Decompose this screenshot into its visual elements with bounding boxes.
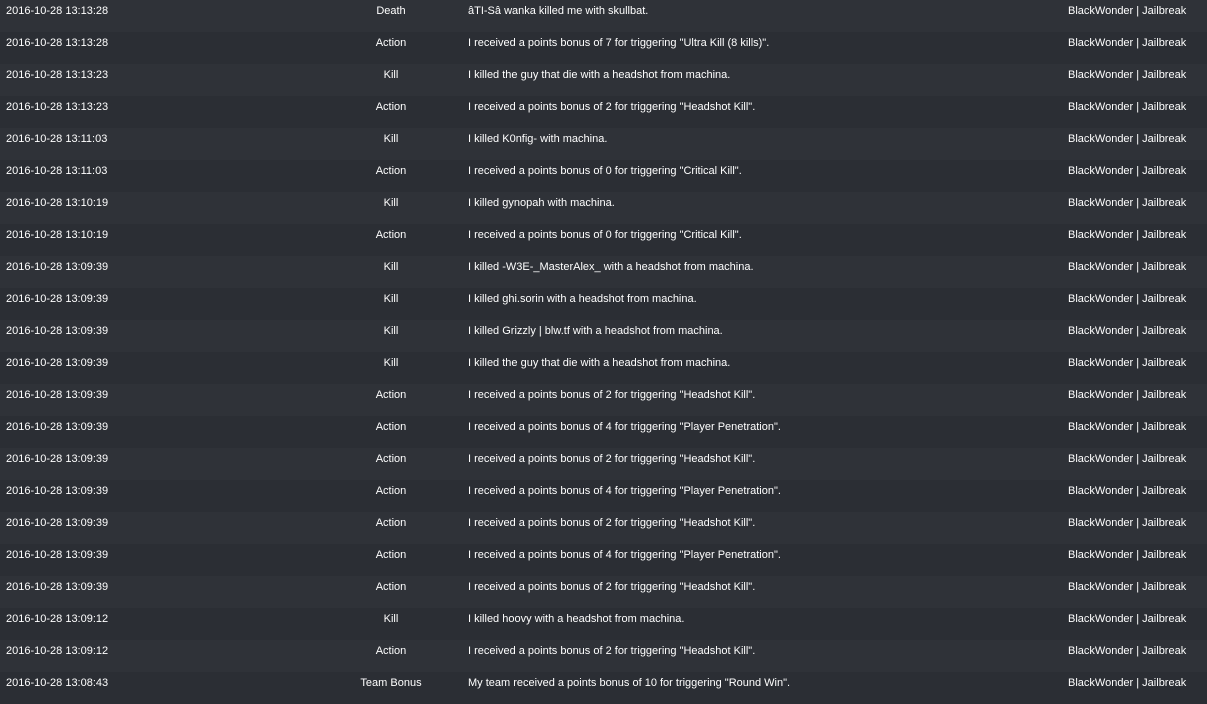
event-type: Team Bonus	[360, 677, 422, 689]
event-description: I received a points bonus of 4 for triggering "Player Penetration".	[468, 421, 781, 433]
table-row	[0, 672, 1207, 704]
event-server: BlackWonder | Jailbreak	[1068, 197, 1187, 209]
table-row	[0, 544, 1207, 576]
event-description: I received a points bonus of 2 for triggering "Headshot Kill".	[468, 581, 756, 593]
event-description: I received a points bonus of 0 for triggering "Critical Kill".	[468, 165, 742, 177]
event-type: Action	[375, 581, 407, 593]
event-server: BlackWonder | Jailbreak	[1068, 165, 1187, 177]
table-row	[0, 288, 1207, 320]
table-row	[0, 448, 1207, 480]
event-description: I killed gynopah with machina.	[468, 197, 615, 209]
event-date: 2016-10-28 13:09:39	[6, 421, 109, 433]
event-server: BlackWonder | Jailbreak	[1068, 485, 1187, 497]
event-description: I received a points bonus of 2 for triggering "Headshot Kill".	[468, 517, 756, 529]
event-server: BlackWonder | Jailbreak	[1068, 549, 1187, 561]
table-row	[0, 128, 1207, 160]
event-date: 2016-10-28 13:10:19	[6, 197, 109, 209]
event-type: Action	[375, 101, 407, 113]
event-server: BlackWonder | Jailbreak	[1068, 261, 1187, 273]
event-server: BlackWonder | Jailbreak	[1068, 389, 1187, 401]
table-row	[0, 416, 1207, 448]
event-date: 2016-10-28 13:11:03	[6, 165, 108, 177]
event-type: Death	[376, 5, 406, 17]
table-row	[0, 256, 1207, 288]
event-date: 2016-10-28 13:09:39	[6, 485, 109, 497]
event-date: 2016-10-28 13:09:39	[6, 389, 109, 401]
event-server: BlackWonder | Jailbreak	[1068, 453, 1187, 465]
event-date: 2016-10-28 13:09:39	[6, 293, 109, 305]
event-description: I received a points bonus of 2 for triggering "Headshot Kill".	[468, 389, 756, 401]
event-server: BlackWonder | Jailbreak	[1068, 69, 1187, 81]
event-type: Kill	[383, 261, 399, 273]
table-row	[0, 320, 1207, 352]
table-row	[0, 160, 1207, 192]
table-row	[0, 512, 1207, 544]
event-date: 2016-10-28 13:13:23	[6, 69, 109, 81]
event-type: Action	[375, 645, 407, 657]
event-date: 2016-10-28 13:11:03	[6, 133, 108, 145]
event-server: BlackWonder | Jailbreak	[1068, 101, 1187, 113]
event-server: BlackWonder | Jailbreak	[1068, 37, 1187, 49]
event-server: BlackWonder | Jailbreak	[1068, 5, 1187, 17]
event-type: Action	[375, 165, 407, 177]
event-description: I killed -W3E-_MasterAlex_ with a headshot from machina.	[468, 261, 754, 273]
event-date: 2016-10-28 13:09:39	[6, 261, 109, 273]
event-type: Kill	[383, 325, 399, 337]
event-server: BlackWonder | Jailbreak	[1068, 613, 1187, 625]
event-server: BlackWonder | Jailbreak	[1068, 645, 1187, 657]
event-description: I killed K0nfig- with machina.	[468, 133, 608, 145]
event-date: 2016-10-28 13:09:39	[6, 357, 109, 369]
event-type: Action	[375, 389, 407, 401]
event-server: BlackWonder | Jailbreak	[1068, 357, 1187, 369]
table-row	[0, 32, 1207, 64]
event-type: Action	[375, 37, 407, 49]
event-server: BlackWonder | Jailbreak	[1068, 293, 1187, 305]
event-date: 2016-10-28 13:09:12	[6, 645, 109, 657]
table-row	[0, 64, 1207, 96]
event-date: 2016-10-28 13:09:39	[6, 581, 109, 593]
event-type: Kill	[383, 69, 399, 81]
event-server: BlackWonder | Jailbreak	[1068, 677, 1187, 689]
event-type: Kill	[383, 293, 399, 305]
event-date: 2016-10-28 13:13:23	[6, 101, 109, 113]
table-row	[0, 576, 1207, 608]
event-description: I killed the guy that die with a headshot from machina.	[468, 357, 731, 369]
event-description: I killed Grizzly | blw.tf with a headshot from machina.	[468, 325, 723, 337]
event-server: BlackWonder | Jailbreak	[1068, 229, 1187, 241]
event-description: I received a points bonus of 4 for triggering "Player Penetration".	[468, 485, 781, 497]
event-type: Kill	[383, 197, 399, 209]
table-row	[0, 480, 1207, 512]
table-row	[0, 0, 1207, 32]
event-date: 2016-10-28 13:09:39	[6, 517, 109, 529]
event-type: Action	[375, 421, 407, 433]
event-server: BlackWonder | Jailbreak	[1068, 325, 1187, 337]
event-server: BlackWonder | Jailbreak	[1068, 517, 1187, 529]
table-row	[0, 640, 1207, 672]
event-type: Action	[375, 229, 407, 241]
event-description: I received a points bonus of 4 for triggering "Player Penetration".	[468, 549, 781, 561]
table-row	[0, 96, 1207, 128]
event-date: 2016-10-28 13:09:12	[6, 613, 109, 625]
event-description: I received a points bonus of 0 for triggering "Critical Kill".	[468, 229, 742, 241]
table-row	[0, 352, 1207, 384]
event-date: 2016-10-28 13:13:28	[6, 37, 109, 49]
table-row	[0, 384, 1207, 416]
event-type: Kill	[383, 357, 399, 369]
event-type: Action	[375, 517, 407, 529]
event-type: Kill	[383, 133, 399, 145]
event-description: I received a points bonus of 2 for triggering "Headshot Kill".	[468, 101, 756, 113]
event-date: 2016-10-28 13:13:28	[6, 5, 109, 17]
event-type: Kill	[383, 613, 399, 625]
event-date: 2016-10-28 13:09:39	[6, 325, 109, 337]
event-description: I received a points bonus of 2 for triggering "Headshot Kill".	[468, 645, 756, 657]
event-description: I received a points bonus of 7 for triggering "Ultra Kill (8 kills)".	[468, 37, 770, 49]
table-row	[0, 608, 1207, 640]
event-type: Action	[375, 485, 407, 497]
table-row	[0, 192, 1207, 224]
event-description: âTI-Sâ wanka killed me with skullbat.	[468, 5, 649, 17]
event-date: 2016-10-28 13:08:43	[6, 677, 109, 689]
event-date: 2016-10-28 13:09:39	[6, 549, 109, 561]
event-description: I received a points bonus of 2 for triggering "Headshot Kill".	[468, 453, 756, 465]
event-description: I killed ghi.sorin with a headshot from machina.	[468, 293, 697, 305]
event-date: 2016-10-28 13:10:19	[6, 229, 109, 241]
event-description: My team received a points bonus of 10 for triggering "Round Win".	[468, 677, 791, 689]
event-description: I killed the guy that die with a headshot from machina.	[468, 69, 731, 81]
event-description: I killed hoovy with a headshot from machina.	[468, 613, 685, 625]
event-server: BlackWonder | Jailbreak	[1068, 581, 1187, 593]
event-type: Action	[375, 453, 407, 465]
table-row	[0, 224, 1207, 256]
event-date: 2016-10-28 13:09:39	[6, 453, 109, 465]
event-server: BlackWonder | Jailbreak	[1068, 421, 1187, 433]
event-server: BlackWonder | Jailbreak	[1068, 133, 1187, 145]
event-type: Action	[375, 549, 407, 561]
